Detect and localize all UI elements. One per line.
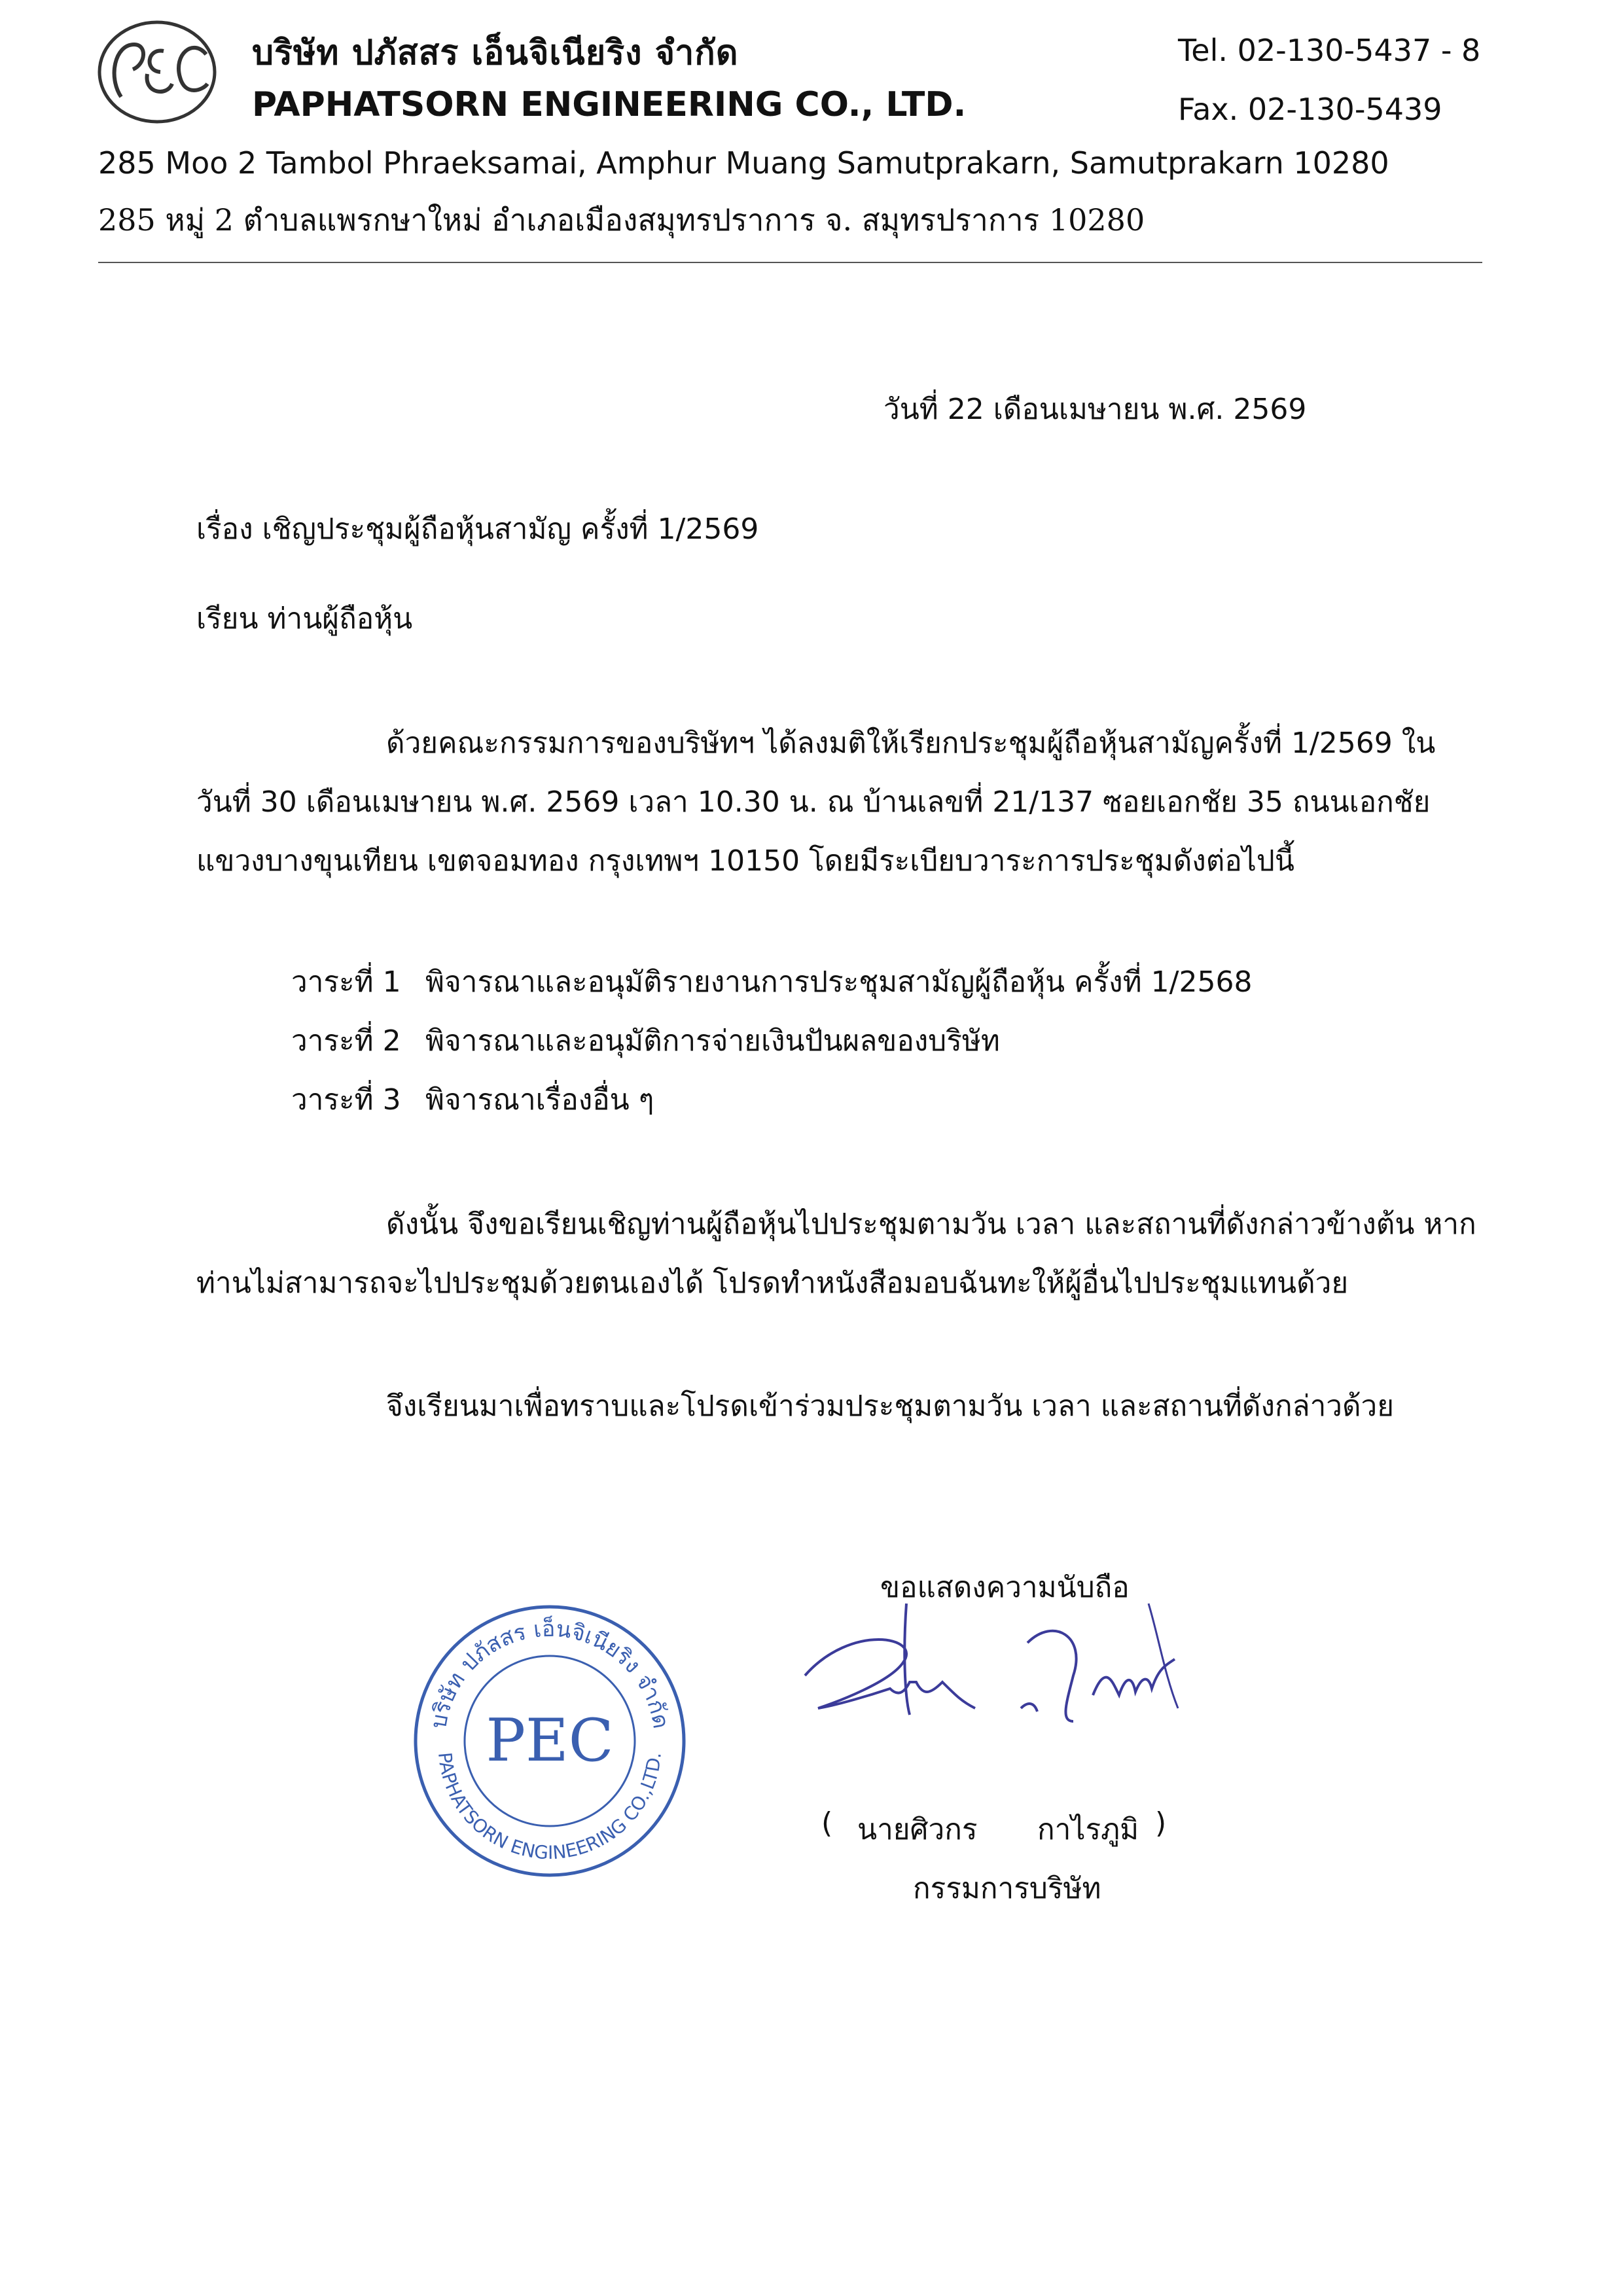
paragraph-1-line-2: วันที่ 30 เดือนเมษายน พ.ศ. 2569 เวลา 10.30 น. ณ บ้านเลขที่ 21/137 ซอยเอกชัย 35 ถนนเอกชัย [196,785,1431,819]
letter-subject: เรื่อง เชิญประชุมผู้ถือหุ้นสามัญ ครั้งที่ 1/2569 [196,512,759,546]
company-name-thai: บริษัท ปภัสสร เอ็นจิเนียริง จำกัด [252,33,739,73]
company-seal [406,1597,694,1885]
telephone: Tel. 02-130-5437 - 8 [1178,33,1481,68]
agenda-item-2-number: วาระที่ 2 [291,1024,401,1058]
signature [798,1597,1204,1780]
seal-center-text: PEC [486,1706,614,1775]
seal-bottom-text: PAPHATSORN ENGINEERING CO.,LTD. [434,1751,666,1864]
agenda-item-2-text: พิจารณาและอนุมัติการจ่ายเงินปันผลของบริษัท [425,1024,1000,1058]
address-thai: 285 หมู่ 2 ตำบลแพรกษาใหม่ อำเภอเมืองสมุทรปราการ จ. สมุทรปราการ 10280 [98,202,1145,238]
signer-first-name: นายศิวกร [857,1813,978,1846]
agenda-item-3-text: พิจารณาเรื่องอื่น ๆ [425,1083,654,1117]
header-divider [98,262,1482,263]
closing-regards: ขอแสดงความนับถือ [880,1571,1130,1604]
agenda-item-1-text: พิจารณาและอนุมัติรายงานการประชุมสามัญผู้ถือหุ้น ครั้งที่ 1/2568 [425,965,1253,999]
signer-position: กรรมการบริษัท [913,1872,1101,1905]
paragraph-3: จึงเรียนมาเพื่อทราบและโปรดเข้าร่วมประชุมตามวัน เวลา และสถานที่ดังกล่าวด้วย [386,1390,1395,1423]
company-name-english: PAPHATSORN ENGINEERING CO., LTD. [252,85,967,124]
company-logo [95,18,219,126]
paragraph-2-line-2: ท่านไม่สามารถจะไปประชุมด้วยตนเองได้ โปรดทำหนังสือมอบฉันทะให้ผู้อื่นไปประชุมแทนด้วย [196,1266,1349,1300]
signer-name-open-paren: ( [821,1806,833,1840]
address-english: 285 Moo 2 Tambol Phraeksamai, Amphur Muang Samutprakarn, Samutprakarn 10280 [98,145,1389,181]
seal-top-text: บริษัท ปภัสสร เอ็นจิเนียริง จำกัด [425,1615,674,1731]
paragraph-1-line-3: แขวงบางขุนเทียน เขตจอมทอง กรุงเทพฯ 10150 โดยมีระเบียบวาระการประชุมดังต่อไปนี้ [196,844,1294,878]
signer-name-close-paren: ) [1155,1806,1167,1840]
agenda-item-1-number: วาระที่ 1 [291,965,401,999]
fax: Fax. 02-130-5439 [1178,92,1442,127]
agenda-item-3-number: วาระที่ 3 [291,1083,401,1117]
signer-last-name: กาไรภูมิ [1037,1813,1139,1846]
salutation: เรียน ท่านผู้ถือหุ้น [196,602,413,636]
paragraph-2-line-1: ดังนั้น จึงขอเรียนเชิญท่านผู้ถือหุ้นไปประชุมตามวัน เวลา และสถานที่ดังกล่าวข้างต้น หาก [386,1208,1476,1241]
paragraph-1-line-1: ด้วยคณะกรรมการของบริษัทฯ ได้ลงมติให้เรียกประชุมผู้ถือหุ้นสามัญครั้งที่ 1/2569 ใน [386,726,1436,760]
letter-date: วันที่ 22 เดือนเมษายน พ.ศ. 2569 [883,393,1307,426]
